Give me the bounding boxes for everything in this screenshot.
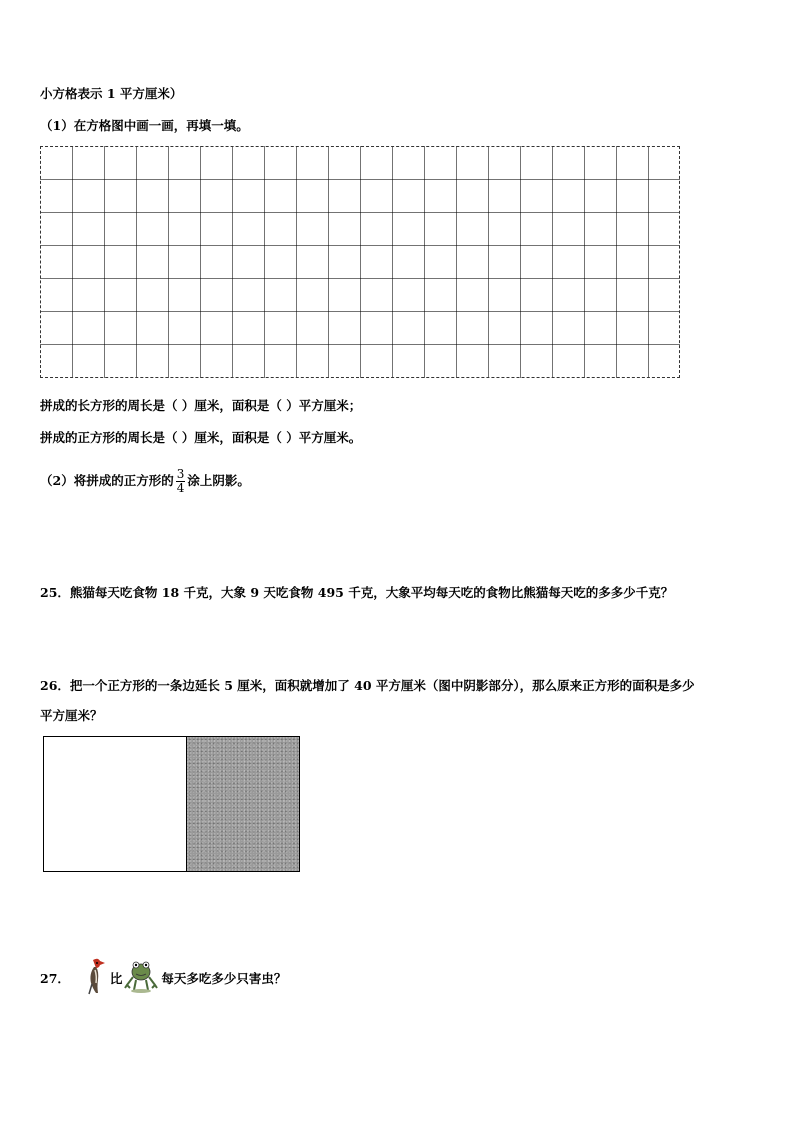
part2-suffix: 涂上阴影。 — [187, 473, 250, 488]
part2-instruction — [40, 468, 250, 495]
question-27-text: 每天多吃多少只害虫？ — [161, 970, 287, 986]
part1-instruction: （1）在方格图中画一画，再填一填。 — [40, 118, 249, 133]
question-27 — [40, 956, 286, 999]
fill-rectangle-line: 拼成的长方形的周长是（ ）厘米，面积是（ ）平方厘米； — [40, 398, 362, 413]
fraction-denominator: 4 — [176, 481, 185, 495]
square-grid[interactable] — [40, 146, 680, 378]
woodpecker-icon — [84, 956, 108, 999]
fraction-three-quarters — [176, 468, 186, 495]
fraction-numerator: 3 — [176, 467, 185, 481]
intro-text: 小方格表示 1 平方厘米） — [40, 86, 183, 101]
question-27-number: 27． — [40, 970, 70, 986]
frog-icon — [124, 958, 158, 997]
shaded-extension-figure — [187, 736, 300, 872]
question-26-line1: 26．把一个正方形的一条边延长 5 厘米，面积就增加了 40 平方厘米（图中阴影部分），那么原来正方形的面积是多少 — [40, 678, 695, 693]
fill-square-line: 拼成的正方形的周长是（ ）厘米，面积是（ ）平方厘米。 — [40, 430, 362, 445]
part2-prefix: （2）将拼成的正方形的 — [40, 473, 174, 488]
question-25: 25．熊猫每天吃食物 18 千克，大象 9 天吃食物 495 千克，大象平均每天吃的食物比熊猫每天吃的多多少千克？ — [40, 585, 674, 600]
original-square-figure — [43, 736, 187, 872]
question-26-line2: 平方厘米？ — [40, 708, 103, 723]
compare-word: 比 — [109, 970, 123, 986]
